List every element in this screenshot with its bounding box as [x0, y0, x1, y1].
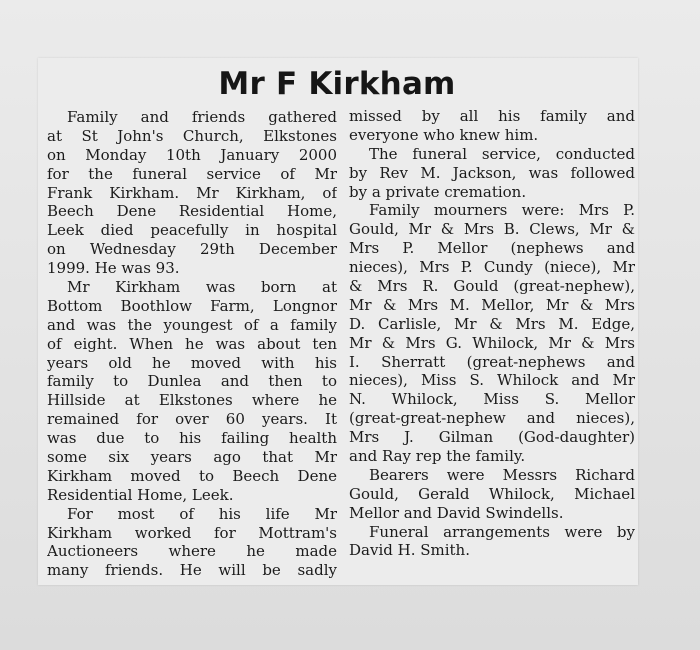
article-text-line: Gould, Gerald Whilock, Michael [349, 484, 635, 503]
article-text-line: David H. Smith. [349, 541, 470, 560]
article-text-line: everyone who knew him. [349, 125, 539, 144]
article-text-line: at St John's Church, Elkstones [47, 126, 337, 145]
article-text-line: on Wednesday 29th December [47, 240, 337, 259]
article-text-line: Mr & Mrs M. Mellor, Mr & Mrs [349, 295, 635, 314]
article-text-line: for the funeral service of Mr [47, 164, 337, 183]
article-text-line: Funeral arrangements were by [369, 522, 635, 541]
article-text-line: by a private cremation. [349, 182, 527, 201]
article-text-line: & Mrs R. Gould (great-nephew), [349, 277, 635, 296]
article-column-right [349, 107, 635, 560]
article-text-line: missed by all his family and [349, 107, 635, 125]
article-text-line: and Ray rep the family. [349, 447, 526, 466]
article-text-line: 1999. He was 93. [47, 259, 180, 278]
article-column-left [47, 108, 337, 580]
article-text-line: Mrs P. Mellor (nephews and [349, 239, 635, 258]
article-text-line: nieces), Miss S. Whilock and Mr [349, 371, 635, 390]
article-text-line: Kirkham moved to Beech Dene [47, 466, 337, 485]
article-text-line: and was the youngest of a family [47, 315, 337, 334]
article-text-line: many friends. He will be sadly [47, 561, 337, 580]
article-text-line: Bottom Boothlow Farm, Longnor [47, 296, 337, 315]
article-text-line: Leek died peacefully in hospital [47, 221, 337, 240]
article-text-line: some six years ago that Mr [47, 448, 337, 467]
article-text-line: on Monday 10th January 2000 [47, 145, 337, 164]
article-text-line: Beech Dene Residential Home, [47, 202, 337, 221]
article-text-line: by Rev M. Jackson, was followed [349, 163, 635, 182]
article-text-line: Mr & Mrs G. Whilock, Mr & Mrs [349, 333, 635, 352]
article-text-line: Mrs J. Gilman (God-daughter) [349, 428, 635, 447]
article-text-line: Hillside at Elkstones where he [47, 391, 337, 410]
article-text-line: D. Carlisle, Mr & Mrs M. Edge, [349, 314, 635, 333]
article-text-line: The funeral service, conducted [369, 144, 635, 163]
article-text-line: Bearers were Messrs Richard [369, 465, 635, 484]
article-text-line: was due to his failing health [47, 429, 337, 448]
article-text-line: Mr Kirkham was born at [67, 278, 337, 297]
article-text-line: Frank Kirkham. Mr Kirkham, of [47, 183, 337, 202]
article-text-line: nieces), Mrs P. Cundy (niece), Mr [349, 258, 635, 277]
article-text-line: For most of his life Mr [67, 504, 337, 523]
article-title: Mr F Kirkham [218, 66, 456, 102]
article-text-line: of eight. When he was about ten [47, 334, 337, 353]
article-text-line: (great-great-nephew and nieces), [349, 409, 635, 428]
article-text-line: Residential Home, Leek. [47, 485, 234, 504]
article-text-line: N. Whilock, Miss S. Mellor [349, 390, 635, 409]
article-text-line: Auctioneers where he made [47, 542, 337, 561]
article-text-line: years old he moved with his [47, 353, 337, 372]
article-text-line: I. Sherratt (great-nephews and [349, 352, 635, 371]
article-text-line: Gould, Mr & Mrs B. Clews, Mr & [349, 220, 635, 239]
article-text-line: Family and friends gathered [67, 108, 337, 126]
article-text-line: family to Dunlea and then to [47, 372, 337, 391]
article-text-line: Mellor and David Swindells. [349, 503, 564, 522]
article-text-line: Family mourners were: Mrs P. [369, 201, 635, 220]
article-text-line: Kirkham worked for Mottram's [47, 523, 337, 542]
article-text-line: remained for over 60 years. It [47, 410, 337, 429]
